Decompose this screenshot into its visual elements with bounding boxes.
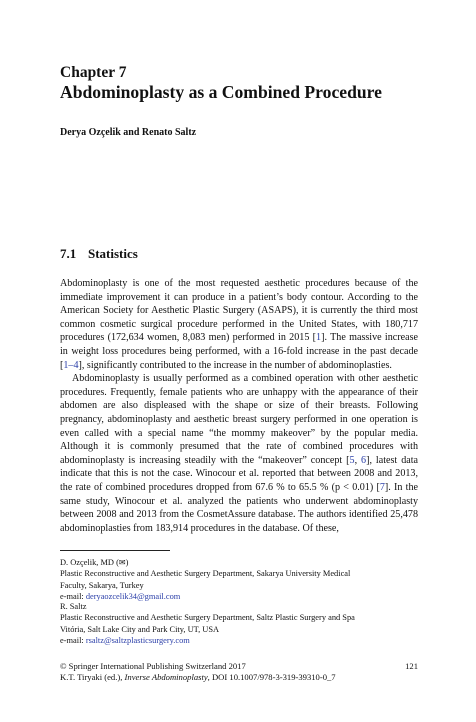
envelope-icon: ✉: [118, 558, 126, 567]
email-link[interactable]: rsaltz@saltzplasticsurgery.com: [85, 635, 190, 645]
citation-link[interactable]: 1–4: [63, 359, 79, 371]
chapter-title: Abdominoplasty as a Combined Procedure: [60, 82, 382, 102]
paragraph-2: [60, 372, 418, 535]
book-citation: [60, 672, 336, 683]
paragraph-1: [60, 277, 418, 372]
affiliation-place: Vitória, Salt Lake City and Park City, UT, USA: [60, 624, 220, 634]
citation-link[interactable]: 6: [361, 454, 367, 466]
body-text: [60, 277, 418, 535]
paragraph-text: ]. In the same study, Winocour et al. analyzed the patients who underwent abdominoplasty between 2008 and 2013 from the CosmetAssure database. The authors identified 25,478 abdominoplasties from 183,914 procedures in the database. Of these,: [60, 481, 419, 534]
chapter-label: Chapter 7: [60, 64, 127, 81]
book-editor: K.T. Tiryaki (ed.),: [60, 672, 125, 683]
affiliation-email-line: [60, 635, 420, 646]
copyright-text: © Springer International Publishing Switzerland 2017: [60, 661, 246, 671]
paragraph-text: ,: [354, 454, 362, 466]
citation-link[interactable]: 7: [379, 481, 385, 493]
section-title: Statistics: [88, 246, 138, 261]
email-link[interactable]: deryaozcelik34@gmail.com: [85, 591, 181, 601]
section-heading: [60, 246, 138, 262]
email-label: e-mail:: [60, 635, 86, 645]
section-number: 7.1: [60, 246, 77, 261]
affiliation-name: D. Ozçelik, MD: [60, 558, 114, 567]
chapter-authors: Derya Ozçelik and Renato Saltz: [60, 127, 197, 138]
book-doi: , DOI 10.1007/978-3-319-39310-0_7: [207, 672, 336, 683]
copyright-row: [60, 661, 418, 672]
author-affiliation-1: [60, 557, 420, 602]
affiliation-place: Faculty, Sakarya, Turkey: [60, 580, 144, 590]
citation-row: [60, 672, 418, 683]
affiliation-dept: Plastic Reconstructive and Aesthetic Surgery Department, Saltz Plastic Surgery and Spa: [60, 613, 355, 623]
paragraph-text: ]. The massive increase in weight loss procedures being performed, with a 16-fold increase in the past decade [: [60, 332, 418, 371]
affiliation-dept: Plastic Reconstructive and Aesthetic Surgery Department, Sakarya University Medical: [60, 569, 351, 579]
book-title: Inverse Abdominoplasty: [124, 672, 208, 683]
copyright-block: [60, 661, 418, 684]
paragraph-text: ], latest data indicate that this is not the case. Winocour et al. reported that between 2008 and 2013, the rate of combined procedures dropped from 67.6 % to 65.5 % (p < 0.01) [: [60, 454, 419, 493]
paragraph-text: Abdominoplasty is usually performed as a combined operation with other aesthetic procedures. Frequently, female patients who are unhappy with the appearance of their abdomen are also displeased with the shape or size of their breasts. Following pregnancy, abdominoplasty and aesthetic breast surgery performed in one operation is even called with a special name “the mommy makeover” by the popular media. Although it is commonly presumed that the rate of combined procedures with abdominoplasty is increasing steadily with the “makeover” concept [: [60, 373, 418, 466]
email-label: e-mail:: [60, 591, 86, 601]
footnote-divider: [60, 550, 170, 551]
author-affiliation-2: [60, 601, 420, 646]
page-number: 121: [405, 661, 418, 671]
affiliation-name: R. Saltz: [60, 602, 87, 611]
paragraph-text: Abdominoplasty is one of the most requested aesthetic procedures because of the immediate improvement it can produce in a patient’s body contour. According to the American Society for Aesthetic Plastic Surgery (ASAPS), it is currently the third most common cosmetic surgical procedure performed in the United States, with 180,717 procedures (172,634 women, 8,083 men) performed in 2015 [: [60, 278, 418, 344]
affiliation-name-line: D. Ozçelik, MD (✉): [60, 558, 129, 567]
citation-link[interactable]: 5: [349, 454, 355, 466]
paragraph-text: ], significantly contributed to the increase in the number of abdominoplasties.: [78, 359, 392, 371]
citation-link[interactable]: 1: [316, 332, 322, 344]
